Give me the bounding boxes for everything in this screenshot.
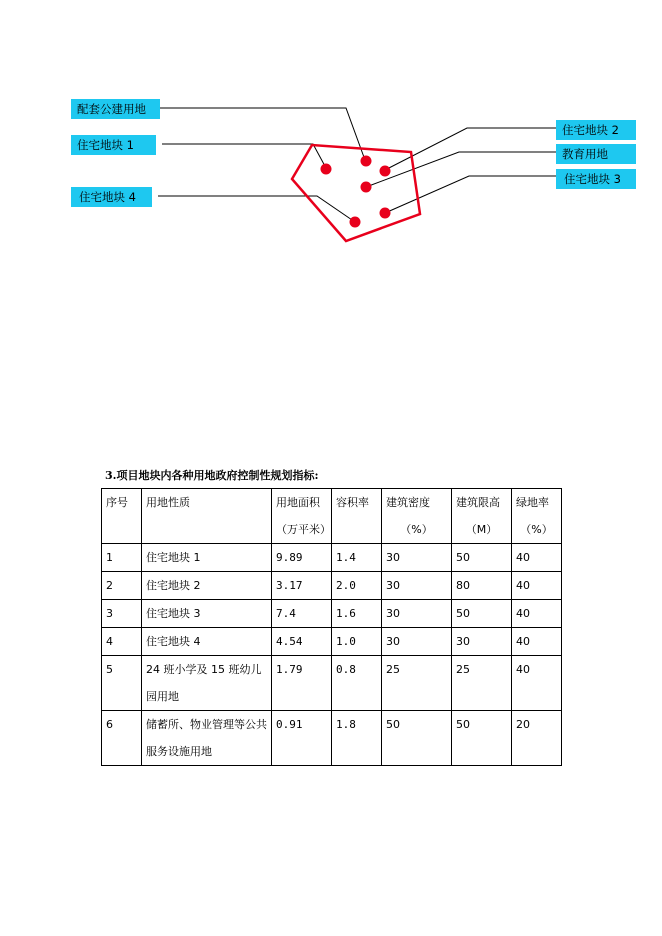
cell-density: 30 xyxy=(382,572,452,600)
cell-far: 1.8 xyxy=(332,711,382,766)
table-row xyxy=(102,711,562,766)
label-residential2: 住宅地块 2 xyxy=(556,120,636,140)
cell-far: 2.0 xyxy=(332,572,382,600)
cell-seq: 4 xyxy=(102,628,142,656)
table-row xyxy=(102,544,562,572)
cell-green: 40 xyxy=(512,628,562,656)
cell-green: 40 xyxy=(512,600,562,628)
plot-marker-residential2 xyxy=(380,166,391,177)
cell-green: 40 xyxy=(512,656,562,711)
plot-marker-residential1 xyxy=(321,164,332,175)
plot-marker-education xyxy=(361,182,372,193)
header-nature: 用地性质 xyxy=(142,489,272,544)
cell-seq: 6 xyxy=(102,711,142,766)
cell-seq: 1 xyxy=(102,544,142,572)
cell-green: 40 xyxy=(512,544,562,572)
cell-seq: 5 xyxy=(102,656,142,711)
leader-line-education xyxy=(366,152,556,187)
cell-far: 1.0 xyxy=(332,628,382,656)
label-facilities: 配套公建用地 xyxy=(71,99,160,119)
cell-green: 20 xyxy=(512,711,562,766)
cell-area: 4.54 xyxy=(272,628,332,656)
leader-line-residential2 xyxy=(385,128,556,170)
plot-marker-residential3 xyxy=(380,208,391,219)
cell-far: 0.8 xyxy=(332,656,382,711)
cell-height: 80 xyxy=(452,572,512,600)
table-row xyxy=(102,656,562,711)
cell-height: 50 xyxy=(452,711,512,766)
header-green-label: 绿地率 xyxy=(516,496,549,509)
cell-height: 30 xyxy=(452,628,512,656)
cell-far: 1.4 xyxy=(332,544,382,572)
planning-indicators-table xyxy=(101,488,562,766)
label-residential3: 住宅地块 3 xyxy=(556,169,636,189)
cell-density: 30 xyxy=(382,544,452,572)
plot-marker-residential4 xyxy=(350,217,361,228)
plot-marker-facilities xyxy=(361,156,372,167)
header-density-unit: （%） xyxy=(400,523,433,536)
header-height-label: 建筑限高 xyxy=(456,496,500,509)
cell-nature: 住宅地块 2 xyxy=(142,572,272,600)
header-area xyxy=(272,489,332,544)
label-residential4: 住宅地块 4 xyxy=(71,187,152,207)
cell-green: 40 xyxy=(512,572,562,600)
cell-nature: 住宅地块 4 xyxy=(142,628,272,656)
header-height-unit: （M） xyxy=(465,523,498,536)
header-seq: 序号 xyxy=(102,489,142,544)
header-density xyxy=(382,489,452,544)
table-row xyxy=(102,628,562,656)
cell-far: 1.6 xyxy=(332,600,382,628)
header-green-unit: （%） xyxy=(520,523,553,536)
cell-seq: 3 xyxy=(102,600,142,628)
cell-nature: 储蓄所、物业管理等公共服务设施用地 xyxy=(142,711,272,766)
cell-area: 3.17 xyxy=(272,572,332,600)
cell-seq: 2 xyxy=(102,572,142,600)
cell-area: 0.91 xyxy=(272,711,332,766)
table-row xyxy=(102,572,562,600)
header-green xyxy=(512,489,562,544)
cell-height: 50 xyxy=(452,544,512,572)
label-education: 教育用地 xyxy=(556,144,636,164)
cell-density: 30 xyxy=(382,600,452,628)
header-area-label: 用地面积 xyxy=(276,496,320,509)
cell-nature: 住宅地块 3 xyxy=(142,600,272,628)
label-residential1: 住宅地块 1 xyxy=(71,135,156,155)
cell-area: 9.89 xyxy=(272,544,332,572)
cell-height: 50 xyxy=(452,600,512,628)
cell-area: 7.4 xyxy=(272,600,332,628)
leader-line-facilities xyxy=(160,108,365,160)
header-height xyxy=(452,489,512,544)
cell-nature: 住宅地块 1 xyxy=(142,544,272,572)
cell-density: 25 xyxy=(382,656,452,711)
table-header-row xyxy=(102,489,562,544)
section-title: 3.项目地块内各种用地政府控制性规划指标: xyxy=(105,469,319,482)
header-far: 容积率 xyxy=(332,489,382,544)
cell-height: 25 xyxy=(452,656,512,711)
table-row xyxy=(102,600,562,628)
cell-density: 50 xyxy=(382,711,452,766)
leader-line-residential3 xyxy=(385,176,556,213)
cell-density: 30 xyxy=(382,628,452,656)
header-density-label: 建筑密度 xyxy=(386,496,430,509)
cell-nature: 24 班小学及 15 班幼儿园用地 xyxy=(142,656,272,711)
cell-area: 1.79 xyxy=(272,656,332,711)
header-area-unit: （万平米） xyxy=(276,523,331,536)
